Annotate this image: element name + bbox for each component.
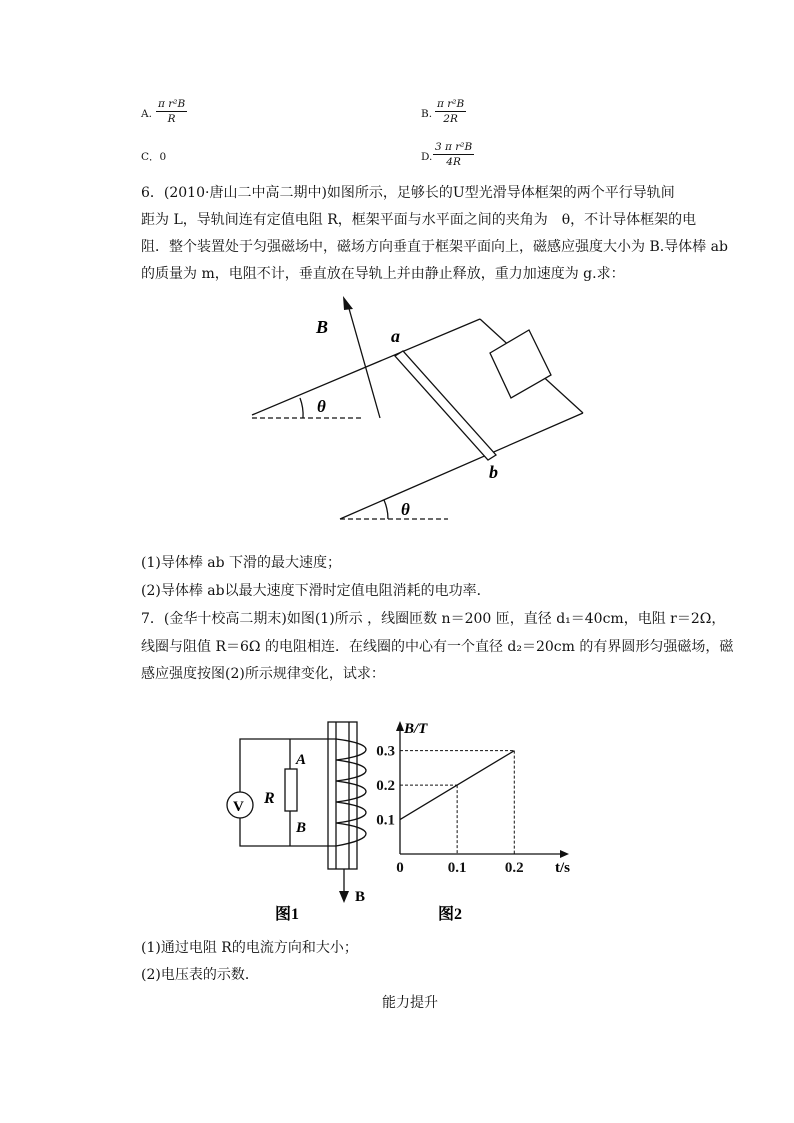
- fig6-label-B: B: [316, 317, 329, 337]
- option-b-numerator: π r²B: [437, 98, 465, 110]
- chart-x-tick: 0: [396, 860, 404, 876]
- fig1-voltmeter-label: V: [233, 799, 244, 815]
- section-title: 能力提升: [382, 995, 438, 1011]
- fig6-label-a: a: [391, 326, 400, 346]
- option-d-label: D.: [421, 151, 433, 163]
- chart-y-label: B/T: [404, 721, 428, 737]
- chart-y-tick: 0.1: [376, 812, 395, 829]
- option-a-label: A.: [141, 108, 152, 120]
- option-d-numerator: 3 π r²B: [435, 141, 473, 153]
- q7-line-2: 线圈与阻值 R＝6Ω 的电阻相连．在线圈的中心有一个直径 d₂＝20cm 的有界圆形匀强磁场，磁: [141, 639, 734, 655]
- fig1-caption: 图1: [275, 906, 300, 923]
- q7-subquestion-2: (2)电压表的示数．: [141, 967, 259, 983]
- option-d-denominator: 4R: [446, 156, 461, 168]
- fig6-label-b: b: [489, 462, 498, 482]
- fig2-caption: 图2: [438, 906, 463, 923]
- q6-subquestion-1: (1)导体棒 ab 下滑的最大速度；: [141, 555, 342, 571]
- fig1-field-label: B: [355, 889, 366, 905]
- option-b-label: B.: [421, 108, 433, 120]
- chart-x-label: t/s: [555, 860, 570, 876]
- chart-x-tick: 0.2: [504, 860, 524, 876]
- q7-line-3: 感应强度按图(2)所示规律变化，试求：: [141, 666, 385, 682]
- chart-x-tick: 0.1: [447, 860, 467, 876]
- q6-line-1: 6．(2010·唐山二中高二期中)如图所示，足够长的U型光滑导体框架的两个平行导轨间: [141, 185, 675, 201]
- option-a-numerator: π r²B: [158, 98, 186, 110]
- chart-y-axis-arrowhead: [396, 721, 404, 731]
- q6-subquestion-2: (2)导体棒 ab以最大速度下滑时定值电阻消耗的电功率．: [141, 583, 491, 599]
- q7-subquestion-1: (1)通过电阻 R的电流方向和大小；: [141, 940, 358, 956]
- fig6-theta-lower: θ: [401, 500, 410, 519]
- chart-y-tick: 0.2: [376, 778, 395, 795]
- option-c: C．0: [141, 151, 167, 163]
- fig6-theta-upper: θ: [317, 397, 326, 416]
- q6-line-4: 的质量为 m，电阻不计，垂直放在导轨上并由静止释放，重力加速度为 g.求：: [141, 266, 625, 282]
- chart-x-axis-arrowhead: [560, 850, 569, 858]
- chart-y-tick: 0.3: [376, 743, 395, 760]
- fig1-terminal-A: A: [296, 752, 307, 768]
- option-b-denominator: 2R: [443, 113, 458, 125]
- option-a-denominator: R: [167, 113, 176, 125]
- q6-line-3: 阻．整个装置处于匀强磁场中，磁场方向垂直于框架平面向上，磁感应强度大小为 B.导体棒 ab: [141, 239, 728, 255]
- fig1-resistor-label: R: [264, 790, 275, 807]
- fig1-terminal-B: B: [296, 820, 307, 836]
- q7-line-1: 7．(金华十校高二期末)如图(1)所示 ，线圈匝数 n＝200 匝，直径 d₁＝40cm，电阻 r＝2Ω，: [141, 611, 726, 627]
- q6-line-2: 距为 L，导轨间连有定值电阻 R，框架平面与水平面之间的夹角为 θ，不计导体框架的电: [141, 212, 697, 228]
